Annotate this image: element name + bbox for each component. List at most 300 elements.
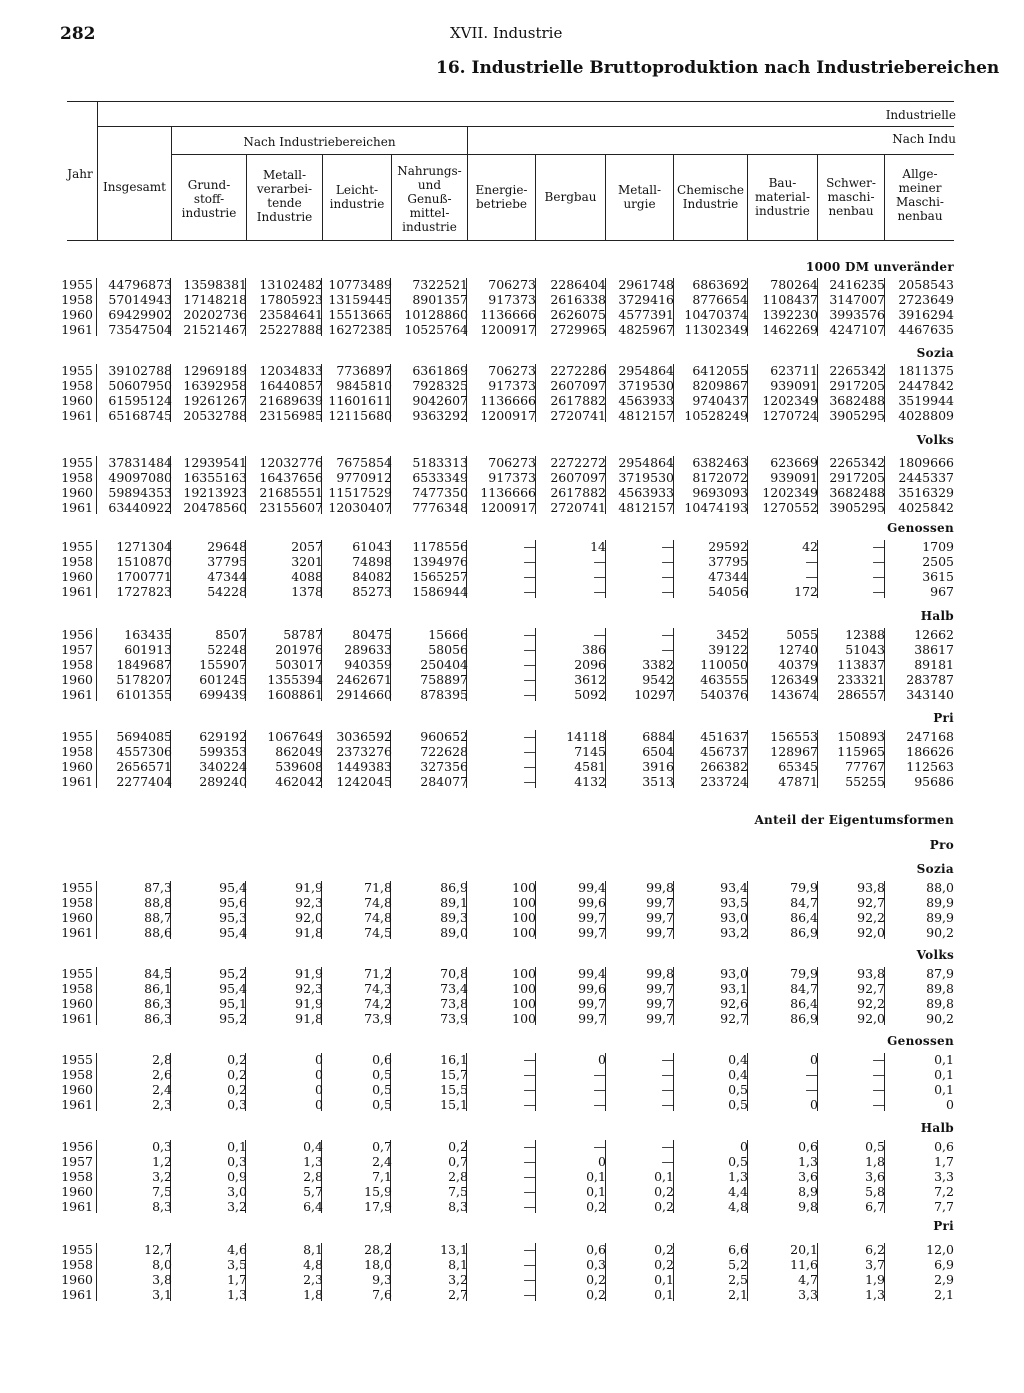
cell-nahrung: 73,8 — [440, 996, 468, 1011]
section-label: Genossen — [887, 1034, 954, 1048]
cell-chemische: 47344 — [708, 569, 748, 584]
cell-metallverarbeitende: 3201 — [291, 554, 323, 569]
header-col-baumaterial-label: Bau- material- industrie — [754, 176, 811, 218]
table-row — [0, 455, 1024, 470]
cell-metallverarbeitende: 1355394 — [267, 672, 323, 687]
cell-metallverarbeitende: 1,3 — [303, 1154, 323, 1169]
table-row — [0, 1169, 1024, 1184]
cell-energie: 100 — [512, 880, 536, 895]
row-year: 1961 — [61, 1287, 93, 1302]
cell-energie: — — [523, 642, 536, 657]
table-row — [0, 1199, 1024, 1214]
cell-leichtindustrie: 2462671 — [336, 672, 392, 687]
cell-leichtindustrie: 0,5 — [372, 1082, 392, 1097]
cell-insgesamt: 88,6 — [144, 925, 172, 940]
cell-allgemeiner-maschinenbau: 0,1 — [934, 1082, 954, 1097]
cell-metallurgie: — — [661, 584, 674, 599]
cell-insgesamt: 86,1 — [144, 981, 172, 996]
cell-baumaterial: 84,7 — [790, 895, 818, 910]
table-row — [0, 1257, 1024, 1272]
cell-metallurgie: 0,1 — [654, 1272, 674, 1287]
section-label: 1000 DM unveränder — [805, 260, 954, 274]
cell-metallurgie: — — [661, 1154, 674, 1169]
cell-metallverarbeitende: 0 — [315, 1052, 323, 1067]
row-year: 1955 — [61, 539, 93, 554]
cell-allgemeiner-maschinenbau: 7,7 — [934, 1199, 954, 1214]
cell-energie: — — [523, 1139, 536, 1154]
header-col-baumaterial — [748, 176, 817, 218]
cell-metallverarbeitende: 8,1 — [303, 1242, 323, 1257]
cell-leichtindustrie: 3036592 — [336, 729, 392, 744]
cell-grundstoff: 21521467 — [183, 322, 247, 337]
table-row — [0, 687, 1024, 702]
cell-metallverarbeitende: 4088 — [291, 569, 323, 584]
cell-bergbau: 0,2 — [586, 1287, 606, 1302]
cell-bergbau: 2286404 — [550, 277, 606, 292]
cell-metallverarbeitende: 25227888 — [259, 322, 323, 337]
cell-metallverarbeitende: 0 — [315, 1067, 323, 1082]
cell-grundstoff: 16355163 — [183, 470, 247, 485]
row-year: 1961 — [61, 408, 93, 423]
cell-metallverarbeitende: 1378 — [291, 584, 323, 599]
cell-baumaterial: 4,7 — [798, 1272, 818, 1287]
cell-baumaterial: 84,7 — [790, 981, 818, 996]
row-year: 1960 — [61, 910, 93, 925]
header-group-industrielle: Industrielle — [885, 108, 956, 122]
cell-baumaterial: 0 — [810, 1052, 818, 1067]
cell-bergbau: 7145 — [574, 744, 606, 759]
cell-metallverarbeitende: 92,3 — [295, 895, 323, 910]
cell-metallverarbeitende: 91,9 — [295, 880, 323, 895]
cell-metallverarbeitende: 23156985 — [259, 408, 323, 423]
cell-metallurgie: 99,7 — [646, 895, 674, 910]
anteil-title: Anteil der Eigentumsformen — [754, 813, 954, 827]
cell-allgemeiner-maschinenbau: 2723649 — [898, 292, 954, 307]
table-row — [0, 895, 1024, 910]
table-row — [0, 500, 1024, 515]
cell-grundstoff: 95,6 — [219, 895, 247, 910]
cell-energie: — — [523, 774, 536, 789]
row-year: 1960 — [61, 1184, 93, 1199]
cell-chemische: 93,4 — [720, 880, 748, 895]
cell-grundstoff: 0,3 — [227, 1097, 247, 1112]
row-year: 1956 — [61, 627, 93, 642]
cell-chemische: 4,8 — [728, 1199, 748, 1214]
cell-grundstoff: 1,7 — [227, 1272, 247, 1287]
table-row — [0, 981, 1024, 996]
table-row — [0, 393, 1024, 408]
cell-schwermaschinenbau: 51043 — [845, 642, 885, 657]
cell-allgemeiner-maschinenbau: 0,1 — [934, 1052, 954, 1067]
cell-metallurgie: 0,1 — [654, 1169, 674, 1184]
cell-grundstoff: 17148218 — [183, 292, 247, 307]
cell-grundstoff: 289240 — [199, 774, 247, 789]
cell-energie: — — [523, 1242, 536, 1257]
table-row — [0, 1287, 1024, 1302]
cell-metallurgie: 99,7 — [646, 996, 674, 1011]
cell-metallverarbeitende: 91,9 — [295, 966, 323, 981]
cell-schwermaschinenbau: 115965 — [837, 744, 885, 759]
cell-energie: — — [523, 1097, 536, 1112]
cell-grundstoff: 16392958 — [183, 378, 247, 393]
cell-allgemeiner-maschinenbau: 88,0 — [926, 880, 954, 895]
cell-leichtindustrie: 13159445 — [328, 292, 392, 307]
cell-leichtindustrie: 9845810 — [336, 378, 392, 393]
cell-leichtindustrie: 940359 — [344, 657, 392, 672]
cell-leichtindustrie: 74,2 — [364, 996, 392, 1011]
cell-chemische: 10528249 — [684, 408, 748, 423]
cell-chemische: 0,4 — [728, 1052, 748, 1067]
cell-leichtindustrie: 11601611 — [328, 393, 392, 408]
cell-chemische: 8172072 — [692, 470, 748, 485]
header-col-schwermaschinenbau — [818, 176, 884, 218]
table-row — [0, 1052, 1024, 1067]
cell-insgesamt: 44796873 — [108, 277, 172, 292]
cell-allgemeiner-maschinenbau: 1809666 — [898, 455, 954, 470]
row-year: 1957 — [61, 642, 93, 657]
cell-baumaterial: 939091 — [770, 378, 818, 393]
cell-nahrung: 15,7 — [440, 1067, 468, 1082]
cell-leichtindustrie: 28,2 — [364, 1242, 392, 1257]
cell-insgesamt: 3,8 — [152, 1272, 172, 1287]
cell-metallurgie: 99,8 — [646, 880, 674, 895]
cell-leichtindustrie: 15513665 — [328, 307, 392, 322]
cell-bergbau: 0,2 — [586, 1272, 606, 1287]
cell-schwermaschinenbau: 286557 — [837, 687, 885, 702]
cell-grundstoff: 52248 — [207, 642, 247, 657]
cell-baumaterial: 1202349 — [762, 485, 818, 500]
row-year: 1961 — [61, 774, 93, 789]
table-row — [0, 1184, 1024, 1199]
cell-schwermaschinenbau: 3682488 — [829, 485, 885, 500]
cell-bergbau: 0 — [598, 1154, 606, 1169]
cell-energie: 100 — [512, 1011, 536, 1026]
cell-metallverarbeitende: 5,7 — [303, 1184, 323, 1199]
cell-allgemeiner-maschinenbau: 2505 — [922, 554, 954, 569]
cell-allgemeiner-maschinenbau: 2,9 — [934, 1272, 954, 1287]
cell-baumaterial: 20,1 — [790, 1242, 818, 1257]
row-year: 1961 — [61, 1199, 93, 1214]
cell-insgesamt: 88,7 — [144, 910, 172, 925]
cell-metallurgie: — — [661, 1052, 674, 1067]
cell-metallurgie: 4577391 — [618, 307, 674, 322]
cell-nahrung: 1586944 — [412, 584, 468, 599]
cell-energie: 100 — [512, 981, 536, 996]
cell-energie: — — [523, 657, 536, 672]
cell-chemische: 29592 — [708, 539, 748, 554]
cell-metallurgie: 9542 — [642, 672, 674, 687]
cell-insgesamt: 2656571 — [116, 759, 172, 774]
cell-schwermaschinenbau: — — [872, 1097, 885, 1112]
header-insgesamt: Insgesamt — [103, 180, 166, 194]
cell-baumaterial: 3,6 — [798, 1169, 818, 1184]
cell-baumaterial: 11,6 — [790, 1257, 818, 1272]
page-number: 282 — [60, 24, 96, 44]
header-col-bergbau — [536, 190, 605, 204]
table-title: 16. Industrielle Bruttoproduktion nach Industriebereichen — [436, 58, 1000, 78]
cell-allgemeiner-maschinenbau: 2447842 — [898, 378, 954, 393]
cell-insgesamt: 49097080 — [108, 470, 172, 485]
cell-bergbau: 2616338 — [550, 292, 606, 307]
row-year: 1960 — [61, 485, 93, 500]
cell-bergbau: 2626075 — [550, 307, 606, 322]
cell-metallverarbeitende: 13102482 — [259, 277, 323, 292]
cell-insgesamt: 1700771 — [116, 569, 172, 584]
cell-energie: 917373 — [488, 292, 536, 307]
cell-insgesamt: 63440922 — [108, 500, 172, 515]
header-top-rule — [67, 101, 954, 102]
cell-allgemeiner-maschinenbau: 3516329 — [898, 485, 954, 500]
cell-leichtindustrie: 0,5 — [372, 1097, 392, 1112]
cell-bergbau: — — [593, 584, 606, 599]
row-year: 1960 — [61, 307, 93, 322]
cell-metallurgie: — — [661, 569, 674, 584]
cell-nahrung: 13,1 — [440, 1242, 468, 1257]
table-row — [0, 642, 1024, 657]
cell-metallverarbeitende: 539608 — [275, 759, 323, 774]
row-year: 1961 — [61, 322, 93, 337]
cell-chemische: 10470374 — [684, 307, 748, 322]
cell-metallverarbeitende: 503017 — [275, 657, 323, 672]
cell-insgesamt: 2,6 — [152, 1067, 172, 1082]
table-row — [0, 910, 1024, 925]
cell-allgemeiner-maschinenbau: 7,2 — [934, 1184, 954, 1199]
cell-energie: — — [523, 627, 536, 642]
table-row — [0, 292, 1024, 307]
cell-insgesamt: 2,3 — [152, 1097, 172, 1112]
cell-insgesamt: 0,3 — [152, 1139, 172, 1154]
cell-grundstoff: 12969189 — [183, 363, 247, 378]
table-row — [0, 378, 1024, 393]
cell-metallverarbeitende: 2,8 — [303, 1169, 323, 1184]
cell-schwermaschinenbau: — — [872, 539, 885, 554]
cell-allgemeiner-maschinenbau: 247168 — [906, 729, 954, 744]
cell-energie: — — [523, 1257, 536, 1272]
cell-schwermaschinenbau: 12388 — [845, 627, 885, 642]
cell-metallurgie: — — [661, 627, 674, 642]
cell-metallverarbeitende: 1,8 — [303, 1287, 323, 1302]
cell-chemische: 54056 — [708, 584, 748, 599]
cell-bergbau: 14 — [590, 539, 606, 554]
cell-energie: 100 — [512, 996, 536, 1011]
row-year: 1955 — [61, 966, 93, 981]
cell-baumaterial: 1392230 — [762, 307, 818, 322]
cell-allgemeiner-maschinenbau: 967 — [930, 584, 954, 599]
header-col-metallverarbeitende — [247, 168, 322, 224]
cell-nahrung: 15,1 — [440, 1097, 468, 1112]
cell-baumaterial: 86,9 — [790, 925, 818, 940]
cell-insgesamt: 1510870 — [116, 554, 172, 569]
cell-allgemeiner-maschinenbau: 1,7 — [934, 1154, 954, 1169]
table-row — [0, 1272, 1024, 1287]
cell-leichtindustrie: 73,9 — [364, 1011, 392, 1026]
cell-baumaterial: 780264 — [770, 277, 818, 292]
cell-baumaterial: 5055 — [786, 627, 818, 642]
cell-metallverarbeitende: 16440857 — [259, 378, 323, 393]
cell-baumaterial: 1270724 — [762, 408, 818, 423]
cell-chemische: 92,6 — [720, 996, 748, 1011]
header-col-nahrung-label: Nahrungs- und Genuß- mittel- industrie — [397, 164, 462, 234]
cell-insgesamt: 57014943 — [108, 292, 172, 307]
cell-grundstoff: 95,2 — [219, 1011, 247, 1026]
cell-metallverarbeitende: 0,4 — [303, 1139, 323, 1154]
cell-leichtindustrie: 74,5 — [364, 925, 392, 940]
cell-insgesamt: 3,1 — [152, 1287, 172, 1302]
cell-energie: — — [523, 1199, 536, 1214]
cell-bergbau: 99,4 — [578, 880, 606, 895]
cell-energie: — — [523, 1154, 536, 1169]
cell-metallurgie: — — [661, 1067, 674, 1082]
cell-energie: — — [523, 1082, 536, 1097]
cell-nahrung: 9042607 — [412, 393, 468, 408]
cell-chemische: 6863692 — [692, 277, 748, 292]
header-col-energie-label: Energie- betriebe — [475, 183, 528, 211]
cell-leichtindustrie: 84082 — [352, 569, 392, 584]
cell-grundstoff: 95,3 — [219, 910, 247, 925]
cell-chemische: 8209867 — [692, 378, 748, 393]
cell-schwermaschinenbau: 2265342 — [829, 455, 885, 470]
header-col-chemische — [674, 183, 747, 211]
cell-baumaterial: 47871 — [778, 774, 818, 789]
table-row — [0, 1067, 1024, 1082]
cell-nahrung: 89,1 — [440, 895, 468, 910]
cell-insgesamt: 8,3 — [152, 1199, 172, 1214]
cell-bergbau: 2720741 — [550, 500, 606, 515]
cell-schwermaschinenbau: 92,2 — [857, 910, 885, 925]
cell-metallverarbeitende: 1608861 — [267, 687, 323, 702]
cell-insgesamt: 1271304 — [116, 539, 172, 554]
cell-schwermaschinenbau: 5,8 — [865, 1184, 885, 1199]
cell-bergbau: 99,7 — [578, 925, 606, 940]
cell-metallverarbeitende: 1067649 — [267, 729, 323, 744]
cell-insgesamt: 61595124 — [108, 393, 172, 408]
cell-nahrung: 7,5 — [448, 1184, 468, 1199]
cell-bergbau: 2607097 — [550, 378, 606, 393]
cell-schwermaschinenbau: 93,8 — [857, 966, 885, 981]
cell-grundstoff: 1,3 — [227, 1287, 247, 1302]
cell-schwermaschinenbau: 1,3 — [865, 1287, 885, 1302]
cell-nahrung: 1394976 — [412, 554, 468, 569]
table-row — [0, 996, 1024, 1011]
cell-nahrung: 70,8 — [440, 966, 468, 981]
table-row — [0, 322, 1024, 337]
section-label: Pri — [933, 711, 954, 725]
cell-schwermaschinenbau: 2917205 — [829, 470, 885, 485]
cell-nahrung: 327356 — [420, 759, 468, 774]
table-row — [0, 485, 1024, 500]
cell-leichtindustrie: 2914660 — [336, 687, 392, 702]
cell-metallurgie: 4812157 — [618, 408, 674, 423]
cell-grundstoff: 47344 — [207, 569, 247, 584]
cell-metallverarbeitende: 91,9 — [295, 996, 323, 1011]
cell-allgemeiner-maschinenbau: 0,6 — [934, 1139, 954, 1154]
cell-schwermaschinenbau: 233321 — [837, 672, 885, 687]
cell-nahrung: 89,3 — [440, 910, 468, 925]
cell-grundstoff: 0,2 — [227, 1067, 247, 1082]
cell-chemische: 3452 — [716, 627, 748, 642]
row-year: 1961 — [61, 687, 93, 702]
cell-schwermaschinenbau: 92,7 — [857, 895, 885, 910]
row-year: 1958 — [61, 744, 93, 759]
section-label: Halb — [920, 1121, 954, 1135]
cell-insgesamt: 163435 — [124, 627, 172, 642]
cell-nahrung: 0,2 — [448, 1139, 468, 1154]
table-row — [0, 307, 1024, 322]
cell-metallverarbeitende: 12034833 — [259, 363, 323, 378]
cell-leichtindustrie: 7675854 — [336, 455, 392, 470]
cell-metallurgie: 3719530 — [618, 378, 674, 393]
cell-baumaterial: 1,3 — [798, 1154, 818, 1169]
cell-baumaterial: 128967 — [770, 744, 818, 759]
cell-allgemeiner-maschinenbau: 6,9 — [934, 1257, 954, 1272]
cell-bergbau: — — [593, 1067, 606, 1082]
cell-leichtindustrie: 0,6 — [372, 1052, 392, 1067]
cell-allgemeiner-maschinenbau: 89181 — [914, 657, 954, 672]
cell-schwermaschinenbau: — — [872, 569, 885, 584]
row-year: 1955 — [61, 277, 93, 292]
cell-metallurgie: 3513 — [642, 774, 674, 789]
header-col-energie — [468, 183, 535, 211]
cell-allgemeiner-maschinenbau: 186626 — [906, 744, 954, 759]
cell-chemische: 93,0 — [720, 966, 748, 981]
cell-metallurgie: 3719530 — [618, 470, 674, 485]
cell-bergbau: — — [593, 569, 606, 584]
cell-metallurgie: 0,2 — [654, 1242, 674, 1257]
row-year: 1955 — [61, 729, 93, 744]
cell-insgesamt: 73547504 — [108, 322, 172, 337]
row-year: 1955 — [61, 880, 93, 895]
cell-nahrung: 73,9 — [440, 1011, 468, 1026]
cell-chemische: 93,5 — [720, 895, 748, 910]
cell-metallurgie: 2954864 — [618, 455, 674, 470]
header-col-allgemeiner-maschinenbau — [885, 167, 955, 223]
cell-nahrung: 7477350 — [412, 485, 468, 500]
cell-nahrung: 5183313 — [412, 455, 468, 470]
cell-leichtindustrie: 74,8 — [364, 910, 392, 925]
cell-baumaterial: 42 — [802, 539, 818, 554]
cell-bergbau: 2720741 — [550, 408, 606, 423]
cell-nahrung: 758897 — [420, 672, 468, 687]
cell-metallurgie: 10297 — [634, 687, 674, 702]
cell-bergbau: — — [593, 554, 606, 569]
cell-metallverarbeitende: 201976 — [275, 642, 323, 657]
cell-bergbau: 0,2 — [586, 1199, 606, 1214]
header-col-schwermaschinenbau-label: Schwer- maschi- nenbau — [826, 176, 876, 218]
cell-schwermaschinenbau: — — [872, 1052, 885, 1067]
header-group-nach-indu: Nach Indu — [892, 132, 956, 146]
row-year: 1960 — [61, 569, 93, 584]
cell-metallurgie: — — [661, 539, 674, 554]
table-row — [0, 880, 1024, 895]
cell-nahrung: 86,9 — [440, 880, 468, 895]
cell-baumaterial: 0 — [810, 1097, 818, 1112]
cell-metallverarbeitende: 91,8 — [295, 1011, 323, 1026]
cell-baumaterial: — — [805, 1082, 818, 1097]
cell-baumaterial: 623669 — [770, 455, 818, 470]
row-year: 1958 — [61, 470, 93, 485]
header-col-grundstoff-label: Grund- stoff- industrie — [181, 178, 237, 220]
cell-energie: — — [523, 584, 536, 599]
cell-schwermaschinenbau: 92,0 — [857, 925, 885, 940]
cell-allgemeiner-maschinenbau: 2058543 — [898, 277, 954, 292]
cell-baumaterial: 65345 — [778, 759, 818, 774]
cell-insgesamt: 86,3 — [144, 1011, 172, 1026]
table-row — [0, 627, 1024, 642]
anteil-sub: Pro — [929, 838, 954, 852]
row-year: 1958 — [61, 1169, 93, 1184]
cell-leichtindustrie: 12115680 — [328, 408, 392, 423]
cell-leichtindustrie: 0,7 — [372, 1139, 392, 1154]
